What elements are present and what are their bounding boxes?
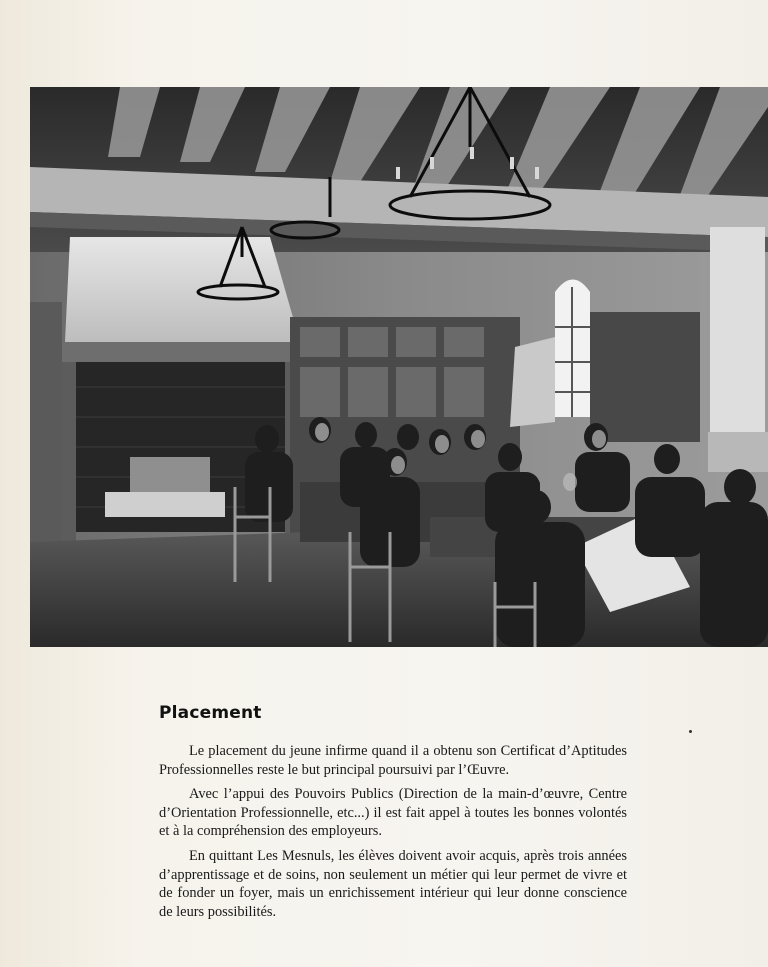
dining-hall-photo bbox=[30, 87, 768, 647]
paragraph: Avec l’appui des Pouvoirs Publics (Direction de la main-d’œuvre, Centre d’Orientation Professionnelle, etc...) il est fait appel à toutes les bonnes volontés et à la compréhension des employeurs. bbox=[159, 786, 627, 840]
section-heading: Placement bbox=[159, 703, 262, 723]
paragraph: Le placement du jeune infirme quand il a obtenu son Certificat d’Aptitudes Professionnelles reste le but principal poursuivi par l’Œuvre. bbox=[159, 743, 627, 778]
paragraph: En quittant Les Mesnuls, les élèves doivent avoir acquis, après trois années d’apprentissage et de soins, non seulement un métier qui leur permet de vivre et de fonder un foyer, mais un enrichissement intérieur qui leur donne conscience de leurs possibilités. bbox=[159, 847, 627, 920]
body-text bbox=[159, 742, 627, 927]
print-speck bbox=[689, 730, 692, 733]
